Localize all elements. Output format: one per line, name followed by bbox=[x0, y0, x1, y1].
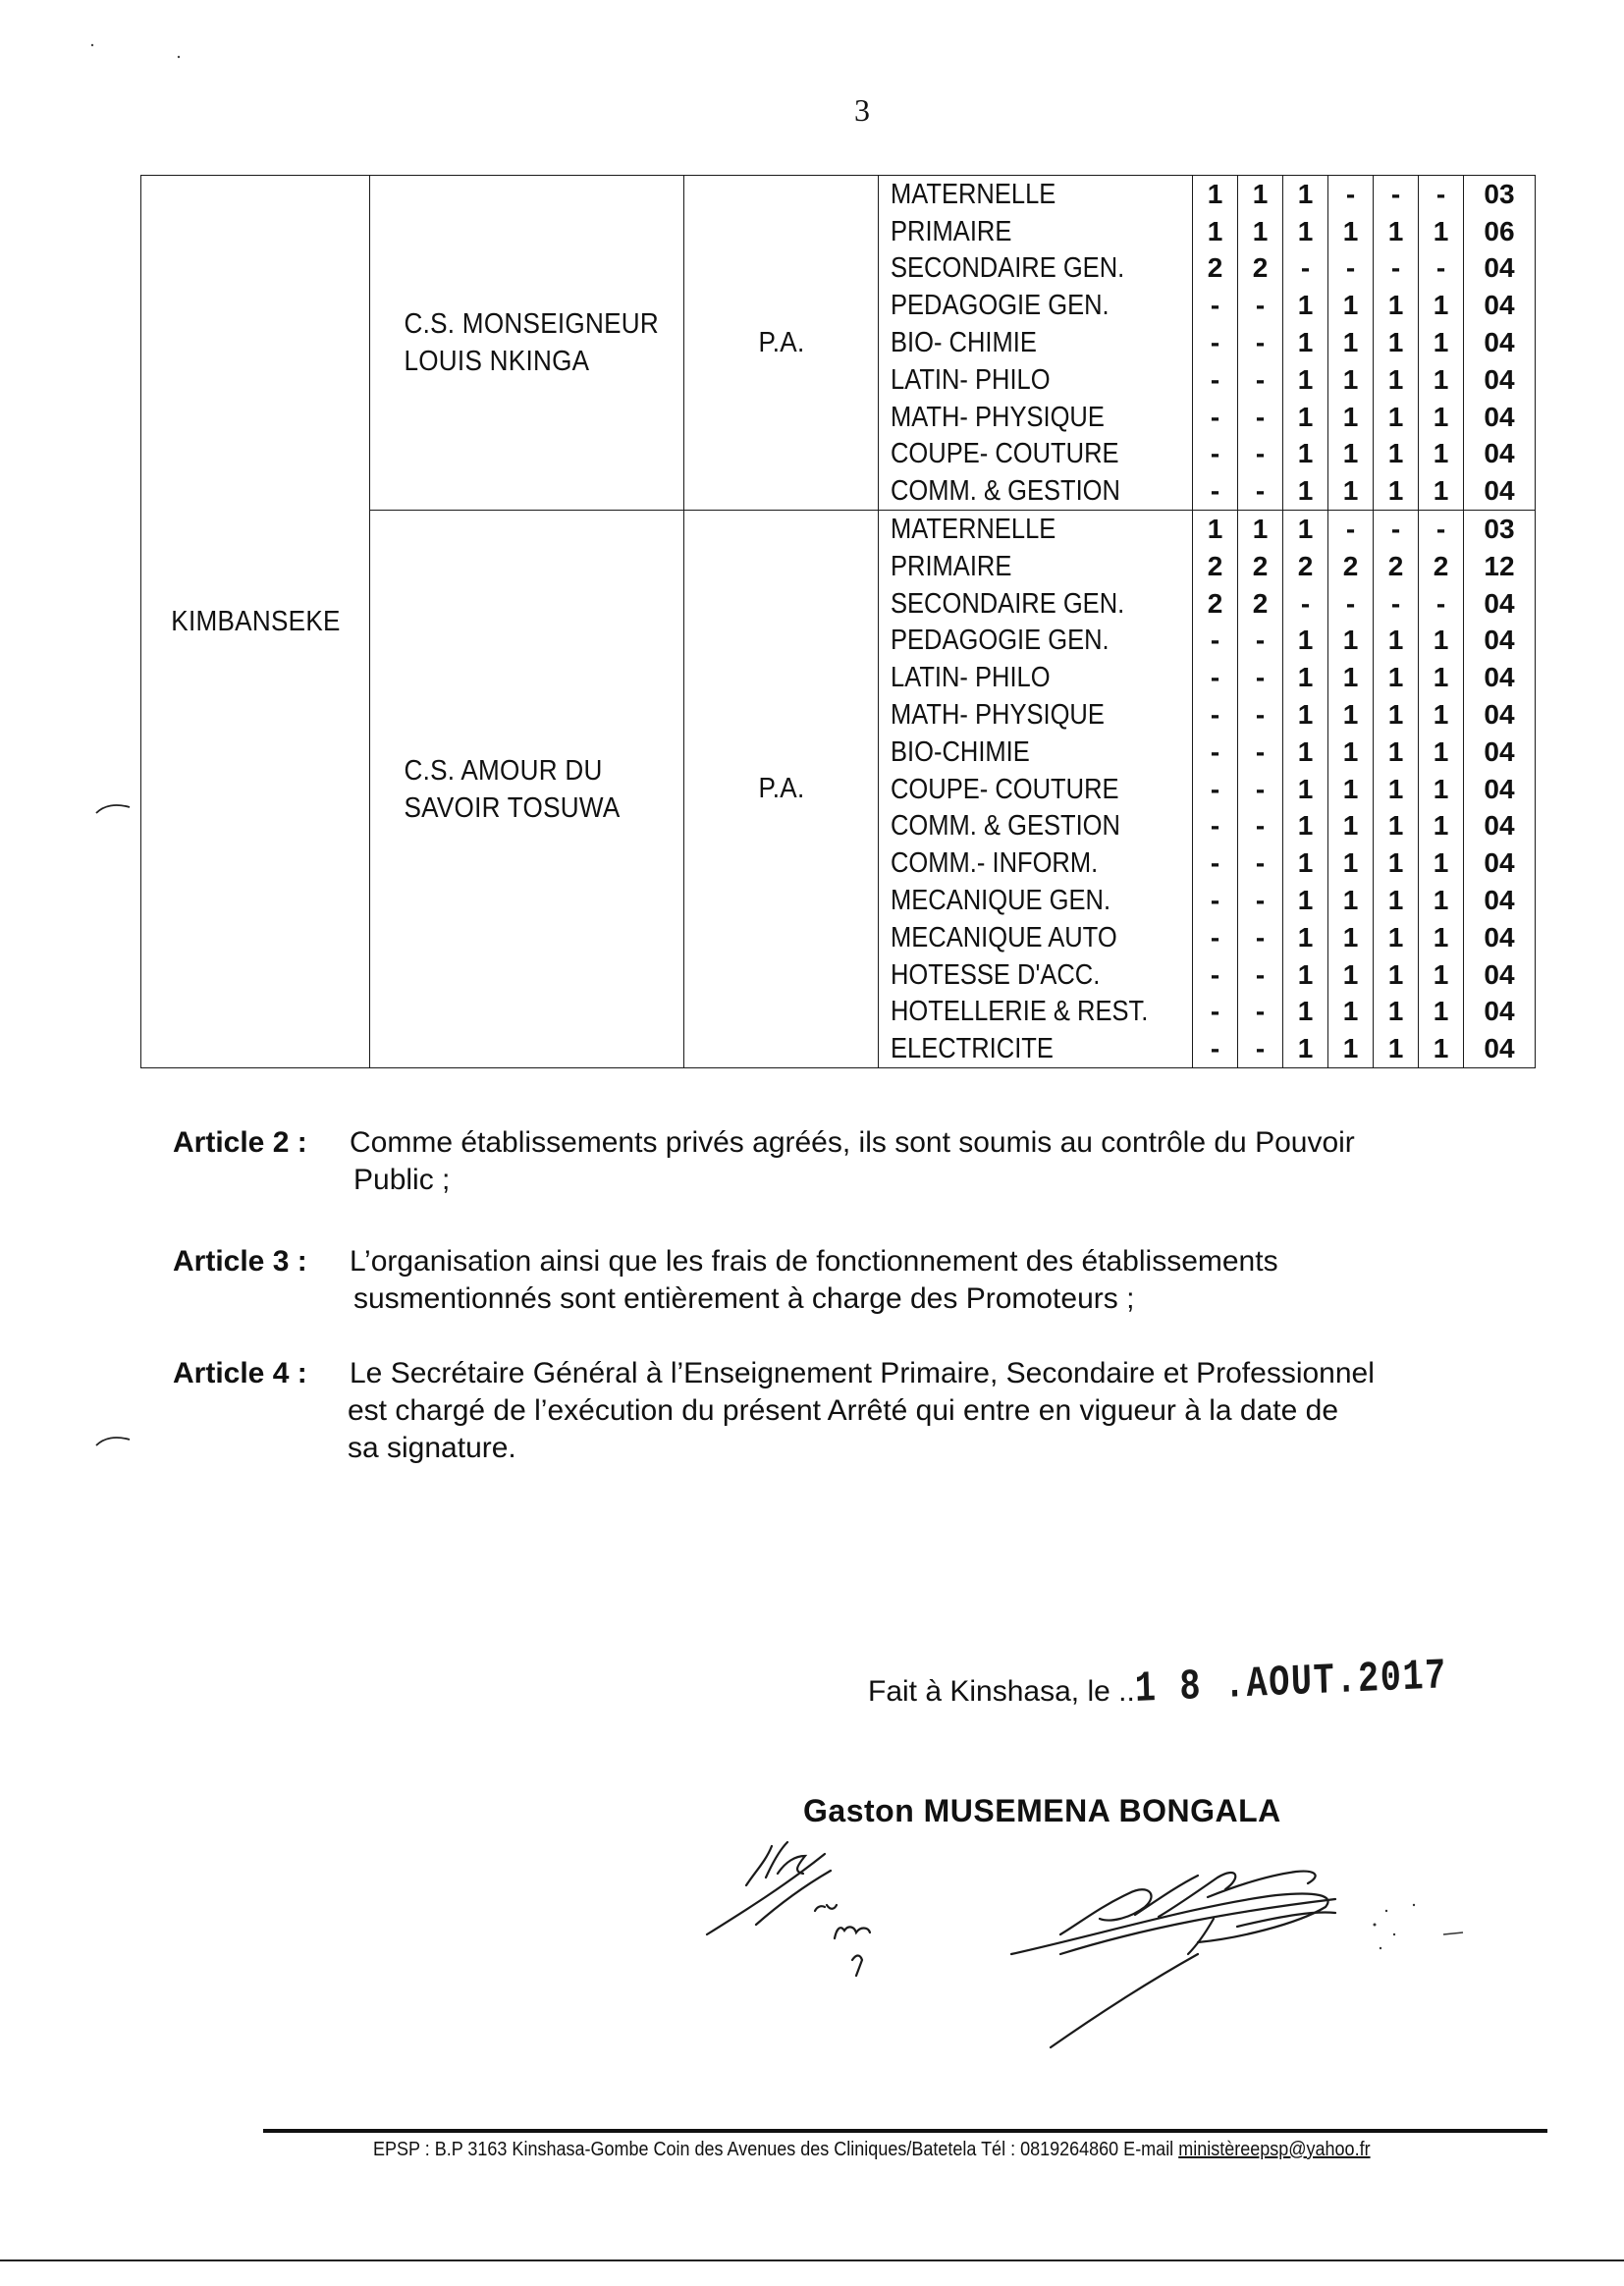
article-line: Public ; bbox=[353, 1164, 451, 1196]
class-count-cell: 1 bbox=[1419, 287, 1464, 324]
class-count-cell: - bbox=[1238, 994, 1283, 1031]
class-count-cell: - bbox=[1238, 399, 1283, 436]
article-label: Article 3 : bbox=[173, 1245, 307, 1278]
class-count-cell: 1 bbox=[1374, 1030, 1419, 1067]
total-cell: 06 bbox=[1464, 213, 1536, 250]
option-label: COMM. & GESTION bbox=[891, 810, 1120, 843]
class-count-cell: 2 bbox=[1193, 585, 1238, 623]
class-count-cell: 1 bbox=[1419, 399, 1464, 436]
class-count-cell: 1 bbox=[1419, 324, 1464, 361]
class-count-cell: 1 bbox=[1283, 956, 1328, 994]
class-count-cell: 1 bbox=[1419, 808, 1464, 845]
class-count-cell: 1 bbox=[1419, 361, 1464, 399]
total-cell: 04 bbox=[1464, 956, 1536, 994]
class-count-cell: - bbox=[1419, 250, 1464, 288]
option-label: MATERNELLE bbox=[891, 514, 1056, 546]
option-cell bbox=[879, 511, 1193, 548]
class-count-cell: 1 bbox=[1328, 287, 1374, 324]
class-count-cell: 1 bbox=[1419, 472, 1464, 510]
class-count-cell: 1 bbox=[1374, 844, 1419, 882]
class-count-cell: - bbox=[1238, 844, 1283, 882]
class-count-cell: - bbox=[1283, 250, 1328, 288]
schools-table bbox=[140, 175, 1536, 1068]
total-cell: 04 bbox=[1464, 472, 1536, 510]
class-count-cell: - bbox=[1193, 734, 1238, 771]
class-count-cell: - bbox=[1193, 361, 1238, 399]
school-name-line: LOUIS NKINGA bbox=[403, 346, 589, 378]
class-count-cell: 1 bbox=[1193, 176, 1238, 213]
class-count-cell: 1 bbox=[1328, 882, 1374, 919]
class-count-cell: - bbox=[1193, 771, 1238, 808]
school-name-cell bbox=[386, 176, 669, 511]
class-count-cell: - bbox=[1193, 808, 1238, 845]
class-count-cell: 1 bbox=[1328, 213, 1374, 250]
class-count-cell: - bbox=[1238, 659, 1283, 696]
option-label: COUPE- COUTURE bbox=[891, 773, 1119, 805]
class-count-cell: - bbox=[1238, 1030, 1283, 1067]
class-count-cell: - bbox=[1193, 287, 1238, 324]
signatory-name: Gaston MUSEMENA BONGALA bbox=[803, 1793, 1281, 1828]
total-cell: 04 bbox=[1464, 771, 1536, 808]
option-cell bbox=[879, 548, 1193, 585]
class-count-cell: 1 bbox=[1374, 361, 1419, 399]
total-cell: 04 bbox=[1464, 882, 1536, 919]
class-count-cell: 1 bbox=[1328, 771, 1374, 808]
option-label: MECANIQUE GEN. bbox=[891, 885, 1111, 917]
option-label: MATERNELLE bbox=[891, 178, 1056, 210]
option-cell bbox=[879, 250, 1193, 288]
class-count-cell: 2 bbox=[1193, 548, 1238, 585]
date-stamp: 1 8 .AOUT.2017 bbox=[1134, 1652, 1448, 1714]
school-name-line: C.S. MONSEIGNEUR bbox=[403, 308, 659, 341]
option-cell bbox=[879, 287, 1193, 324]
option-cell bbox=[879, 324, 1193, 361]
class-count-cell: 1 bbox=[1283, 287, 1328, 324]
class-count-cell: 1 bbox=[1328, 436, 1374, 473]
class-count-cell: 1 bbox=[1374, 994, 1419, 1031]
option-label: MATH- PHYSIQUE bbox=[891, 401, 1105, 433]
class-count-cell: 1 bbox=[1374, 623, 1419, 660]
class-count-cell: 1 bbox=[1328, 956, 1374, 994]
option-cell bbox=[879, 623, 1193, 660]
option-cell bbox=[879, 585, 1193, 623]
class-count-cell: 1 bbox=[1374, 436, 1419, 473]
class-count-cell: 1 bbox=[1238, 511, 1283, 548]
option-label: HOTESSE D'ACC. bbox=[891, 958, 1101, 991]
class-count-cell: 1 bbox=[1283, 472, 1328, 510]
class-count-cell: 1 bbox=[1193, 213, 1238, 250]
class-count-cell: - bbox=[1374, 250, 1419, 288]
class-count-cell: 1 bbox=[1328, 659, 1374, 696]
class-count-cell: - bbox=[1328, 585, 1374, 623]
article-line: est chargé de l’exécution du présent Arrêté qui entre en vigueur à la date de bbox=[348, 1394, 1338, 1427]
class-count-cell: - bbox=[1238, 882, 1283, 919]
class-count-cell: - bbox=[1328, 176, 1374, 213]
option-label: MATH- PHYSIQUE bbox=[891, 699, 1105, 732]
total-cell: 04 bbox=[1464, 250, 1536, 288]
total-cell: 04 bbox=[1464, 585, 1536, 623]
option-cell bbox=[879, 882, 1193, 919]
class-count-cell: 1 bbox=[1419, 623, 1464, 660]
class-count-cell: 1 bbox=[1374, 324, 1419, 361]
class-count-cell: - bbox=[1374, 511, 1419, 548]
table-row bbox=[141, 176, 1536, 213]
class-count-cell: 2 bbox=[1419, 548, 1464, 585]
class-count-cell: 1 bbox=[1328, 844, 1374, 882]
class-count-cell: 1 bbox=[1419, 436, 1464, 473]
class-count-cell: 1 bbox=[1283, 844, 1328, 882]
total-cell: 04 bbox=[1464, 994, 1536, 1031]
option-label: PRIMAIRE bbox=[891, 550, 1012, 582]
class-count-cell: - bbox=[1193, 436, 1238, 473]
class-count-cell: - bbox=[1328, 511, 1374, 548]
total-cell: 04 bbox=[1464, 734, 1536, 771]
footer-text: EPSP : B.P 3163 Kinshasa-Gombe Coin des Avenues des Cliniques/Batetela Tél : 0819264860 E-mail bbox=[373, 2139, 1179, 2160]
option-label: PEDAGOGIE GEN. bbox=[891, 625, 1110, 657]
class-count-cell: - bbox=[1419, 176, 1464, 213]
class-count-cell: 1 bbox=[1283, 696, 1328, 734]
class-count-cell: - bbox=[1238, 623, 1283, 660]
class-count-cell: - bbox=[1193, 994, 1238, 1031]
class-count-cell: 2 bbox=[1238, 250, 1283, 288]
school-name-line: SAVOIR TOSUWA bbox=[403, 791, 621, 824]
footer-rule bbox=[263, 2129, 1547, 2133]
class-count-cell: - bbox=[1238, 956, 1283, 994]
class-count-cell: 1 bbox=[1283, 213, 1328, 250]
article-line: Comme établissements privés agréés, ils sont soumis au contrôle du Pouvoir bbox=[350, 1126, 1355, 1159]
class-count-cell: 1 bbox=[1283, 324, 1328, 361]
class-count-cell: 1 bbox=[1283, 919, 1328, 956]
place-date bbox=[868, 1652, 1525, 1714]
class-count-cell: 2 bbox=[1328, 548, 1374, 585]
option-cell bbox=[879, 436, 1193, 473]
class-count-cell: - bbox=[1238, 287, 1283, 324]
class-count-cell: - bbox=[1238, 324, 1283, 361]
option-label: MECANIQUE AUTO bbox=[891, 921, 1117, 953]
class-count-cell: 1 bbox=[1419, 771, 1464, 808]
class-count-cell: - bbox=[1238, 361, 1283, 399]
class-count-cell: 1 bbox=[1374, 696, 1419, 734]
class-count-cell: - bbox=[1238, 734, 1283, 771]
class-count-cell: 1 bbox=[1419, 734, 1464, 771]
handwritten-signature bbox=[687, 1817, 1532, 2052]
status-cell: P.A. bbox=[693, 511, 868, 1068]
option-label: LATIN- PHILO bbox=[891, 662, 1051, 694]
class-count-cell: 1 bbox=[1328, 734, 1374, 771]
footer-email: ministèreepsp@yahoo.fr bbox=[1178, 2139, 1371, 2160]
class-count-cell: 1 bbox=[1328, 808, 1374, 845]
class-count-cell: - bbox=[1374, 176, 1419, 213]
class-count-cell: - bbox=[1193, 1030, 1238, 1067]
article-line: susmentionnés sont entièrement à charge des Promoteurs ; bbox=[353, 1282, 1135, 1315]
class-count-cell: - bbox=[1419, 511, 1464, 548]
class-count-cell: 1 bbox=[1374, 919, 1419, 956]
class-count-cell: 2 bbox=[1238, 585, 1283, 623]
class-count-cell: - bbox=[1193, 399, 1238, 436]
class-count-cell: - bbox=[1193, 659, 1238, 696]
margin-mark bbox=[88, 35, 206, 65]
option-cell bbox=[879, 1030, 1193, 1067]
class-count-cell: 1 bbox=[1328, 623, 1374, 660]
article-label: Article 4 : bbox=[173, 1357, 307, 1389]
class-count-cell: - bbox=[1283, 585, 1328, 623]
class-count-cell: 1 bbox=[1238, 213, 1283, 250]
option-label: COMM.- INFORM. bbox=[891, 847, 1099, 880]
class-count-cell: 1 bbox=[1374, 287, 1419, 324]
class-count-cell: - bbox=[1328, 250, 1374, 288]
class-count-cell: 1 bbox=[1283, 734, 1328, 771]
class-count-cell: 1 bbox=[1283, 399, 1328, 436]
class-count-cell: - bbox=[1238, 472, 1283, 510]
article-label: Article 2 : bbox=[173, 1126, 307, 1159]
option-cell bbox=[879, 771, 1193, 808]
margin-mark bbox=[94, 801, 134, 817]
class-count-cell: 1 bbox=[1283, 994, 1328, 1031]
class-count-cell: - bbox=[1193, 919, 1238, 956]
option-label: SECONDAIRE GEN. bbox=[891, 252, 1125, 285]
class-count-cell: 1 bbox=[1419, 919, 1464, 956]
total-cell: 04 bbox=[1464, 919, 1536, 956]
total-cell: 04 bbox=[1464, 696, 1536, 734]
option-cell bbox=[879, 361, 1193, 399]
class-count-cell: 1 bbox=[1328, 1030, 1374, 1067]
option-cell bbox=[879, 734, 1193, 771]
class-count-cell: 1 bbox=[1238, 176, 1283, 213]
class-count-cell: 1 bbox=[1328, 919, 1374, 956]
page-number: 3 bbox=[854, 92, 870, 128]
option-cell bbox=[879, 919, 1193, 956]
option-cell bbox=[879, 696, 1193, 734]
class-count-cell: - bbox=[1238, 919, 1283, 956]
option-label: ELECTRICITE bbox=[891, 1033, 1054, 1065]
place-text: Fait à Kinshasa, le .. bbox=[868, 1675, 1135, 1708]
class-count-cell: 1 bbox=[1419, 213, 1464, 250]
class-count-cell: 1 bbox=[1283, 808, 1328, 845]
option-cell bbox=[879, 808, 1193, 845]
class-count-cell: - bbox=[1193, 882, 1238, 919]
class-count-cell: - bbox=[1238, 808, 1283, 845]
class-count-cell: - bbox=[1193, 324, 1238, 361]
class-count-cell: 2 bbox=[1374, 548, 1419, 585]
article-text bbox=[340, 1355, 1624, 1467]
class-count-cell: 1 bbox=[1328, 472, 1374, 510]
option-label: PRIMAIRE bbox=[891, 215, 1012, 247]
class-count-cell: - bbox=[1419, 585, 1464, 623]
class-count-cell: 1 bbox=[1419, 844, 1464, 882]
option-cell bbox=[879, 844, 1193, 882]
option-cell bbox=[879, 399, 1193, 436]
scan-bottom-edge bbox=[0, 2259, 1624, 2261]
option-cell bbox=[879, 994, 1193, 1031]
option-label: COUPE- COUTURE bbox=[891, 438, 1119, 470]
class-count-cell: 1 bbox=[1374, 882, 1419, 919]
class-count-cell: 1 bbox=[1419, 659, 1464, 696]
class-count-cell: 2 bbox=[1193, 250, 1238, 288]
class-count-cell: 1 bbox=[1328, 696, 1374, 734]
option-cell bbox=[879, 176, 1193, 213]
class-count-cell: 1 bbox=[1374, 659, 1419, 696]
article-text bbox=[340, 1124, 1624, 1199]
option-label: LATIN- PHILO bbox=[891, 363, 1051, 396]
option-label: BIO-CHIMIE bbox=[891, 735, 1030, 768]
total-cell: 04 bbox=[1464, 623, 1536, 660]
class-count-cell: 1 bbox=[1419, 994, 1464, 1031]
article-text bbox=[340, 1243, 1624, 1318]
option-label: COMM. & GESTION bbox=[891, 475, 1120, 508]
option-label: HOTELLERIE & REST. bbox=[891, 996, 1149, 1028]
total-cell: 04 bbox=[1464, 436, 1536, 473]
option-label: SECONDAIRE GEN. bbox=[891, 587, 1125, 620]
status-cell: P.A. bbox=[693, 176, 868, 511]
class-count-cell: 1 bbox=[1419, 882, 1464, 919]
class-count-cell: 1 bbox=[1283, 511, 1328, 548]
class-count-cell: 1 bbox=[1283, 436, 1328, 473]
total-cell: 04 bbox=[1464, 659, 1536, 696]
school-name-line: C.S. AMOUR DU bbox=[403, 754, 603, 787]
class-count-cell: 1 bbox=[1328, 324, 1374, 361]
option-cell bbox=[879, 213, 1193, 250]
class-count-cell: 1 bbox=[1374, 213, 1419, 250]
total-cell: 04 bbox=[1464, 399, 1536, 436]
class-count-cell: 1 bbox=[1374, 808, 1419, 845]
class-count-cell: - bbox=[1374, 585, 1419, 623]
class-count-cell: 2 bbox=[1238, 548, 1283, 585]
class-count-cell: - bbox=[1193, 844, 1238, 882]
margin-mark bbox=[94, 1434, 134, 1449]
article-line: Le Secrétaire Général à l’Enseignement Primaire, Secondaire et Professionnel bbox=[350, 1357, 1375, 1389]
class-count-cell: 1 bbox=[1283, 623, 1328, 660]
class-count-cell: 1 bbox=[1328, 361, 1374, 399]
class-count-cell: - bbox=[1193, 696, 1238, 734]
class-count-cell: - bbox=[1238, 771, 1283, 808]
class-count-cell: 1 bbox=[1374, 734, 1419, 771]
option-cell bbox=[879, 956, 1193, 994]
option-cell bbox=[879, 472, 1193, 510]
total-cell: 12 bbox=[1464, 548, 1536, 585]
class-count-cell: 1 bbox=[1193, 511, 1238, 548]
class-count-cell: - bbox=[1193, 956, 1238, 994]
class-count-cell: - bbox=[1238, 696, 1283, 734]
class-count-cell: - bbox=[1193, 472, 1238, 510]
class-count-cell: 1 bbox=[1374, 771, 1419, 808]
class-count-cell: 1 bbox=[1419, 956, 1464, 994]
class-count-cell: - bbox=[1193, 623, 1238, 660]
class-count-cell: 1 bbox=[1328, 399, 1374, 436]
class-count-cell: - bbox=[1238, 436, 1283, 473]
total-cell: 04 bbox=[1464, 844, 1536, 882]
total-cell: 04 bbox=[1464, 808, 1536, 845]
footer-address bbox=[373, 2139, 1371, 2161]
class-count-cell: 1 bbox=[1419, 1030, 1464, 1067]
class-count-cell: 1 bbox=[1328, 994, 1374, 1031]
total-cell: 04 bbox=[1464, 1030, 1536, 1067]
total-cell: 04 bbox=[1464, 361, 1536, 399]
total-cell: 04 bbox=[1464, 324, 1536, 361]
article-line: L’organisation ainsi que les frais de fonctionnement des établissements bbox=[350, 1245, 1278, 1278]
option-cell bbox=[879, 659, 1193, 696]
school-name-cell bbox=[386, 511, 669, 1068]
class-count-cell: 1 bbox=[1283, 1030, 1328, 1067]
class-count-cell: 1 bbox=[1419, 696, 1464, 734]
total-cell: 03 bbox=[1464, 511, 1536, 548]
class-count-cell: 1 bbox=[1374, 956, 1419, 994]
class-count-cell: 1 bbox=[1283, 361, 1328, 399]
class-count-cell: 1 bbox=[1283, 882, 1328, 919]
class-count-cell: 1 bbox=[1374, 472, 1419, 510]
option-label: BIO- CHIMIE bbox=[891, 327, 1037, 359]
class-count-cell: 1 bbox=[1283, 659, 1328, 696]
total-cell: 03 bbox=[1464, 176, 1536, 213]
class-count-cell: 2 bbox=[1283, 548, 1328, 585]
class-count-cell: 1 bbox=[1283, 771, 1328, 808]
class-count-cell: 1 bbox=[1283, 176, 1328, 213]
option-label: PEDAGOGIE GEN. bbox=[891, 290, 1110, 322]
commune-cell: KIMBANSEKE bbox=[152, 176, 358, 1068]
article-line: sa signature. bbox=[348, 1432, 516, 1464]
class-count-cell: 1 bbox=[1374, 399, 1419, 436]
total-cell: 04 bbox=[1464, 287, 1536, 324]
